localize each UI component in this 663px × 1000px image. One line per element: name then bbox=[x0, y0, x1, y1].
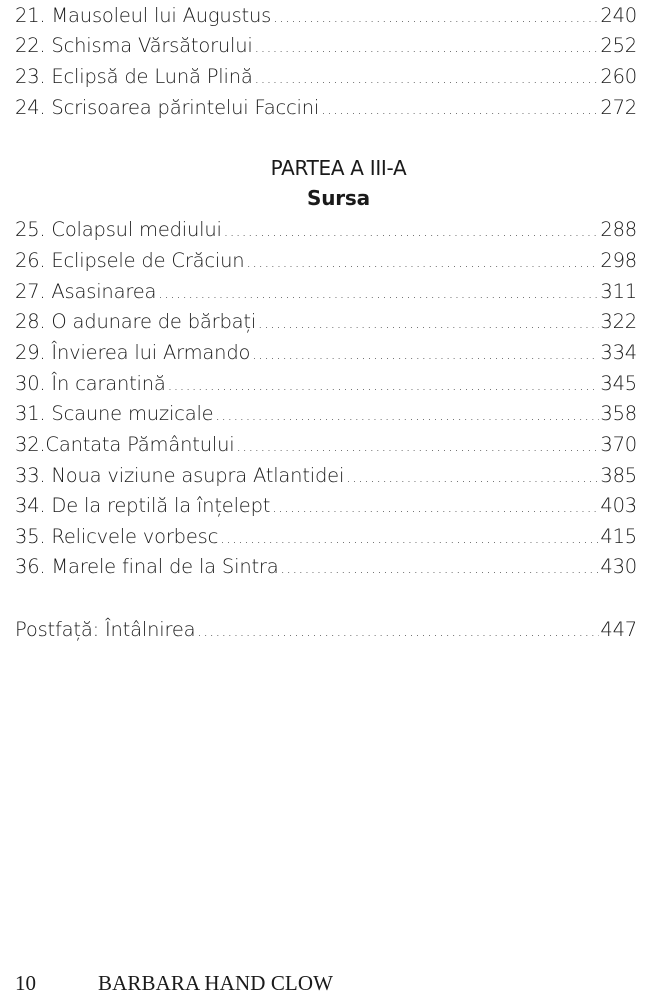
page-footer bbox=[0, 968, 663, 998]
toc-entry-page: 272 bbox=[600, 96, 637, 119]
toc-entry[interactable] bbox=[15, 308, 637, 336]
toc-entry[interactable] bbox=[15, 247, 637, 275]
part-subtitle: Sursa bbox=[307, 186, 370, 210]
toc-entry-page: 415 bbox=[600, 525, 637, 548]
dot-leader bbox=[255, 65, 600, 91]
toc-entry[interactable] bbox=[15, 32, 637, 60]
toc-entry[interactable] bbox=[15, 216, 637, 244]
page-number: 10 bbox=[15, 971, 36, 995]
dot-leader bbox=[258, 310, 599, 336]
toc-entry-page: 288 bbox=[600, 218, 637, 241]
dot-leader bbox=[215, 402, 599, 428]
toc-entry[interactable] bbox=[15, 278, 637, 306]
toc-entry[interactable] bbox=[15, 492, 637, 520]
toc-entry-title: 26. Eclipsele de Crăciun bbox=[15, 249, 245, 272]
part-heading: PARTEA A III-A bbox=[270, 156, 407, 180]
running-author: BARBARA HAND CLOW bbox=[98, 971, 334, 995]
toc-entry-page: 358 bbox=[600, 402, 637, 425]
dot-leader bbox=[281, 555, 600, 581]
toc-entry-page: 322 bbox=[600, 310, 637, 333]
toc-entry[interactable] bbox=[15, 400, 637, 428]
toc-entry-title: 35. Relicvele vorbesc bbox=[15, 525, 219, 548]
dot-leader bbox=[158, 280, 599, 306]
toc-entry[interactable] bbox=[15, 523, 637, 551]
dot-leader bbox=[321, 96, 599, 122]
toc-entry-title: 25. Colapsul mediului bbox=[15, 218, 222, 241]
dot-leader bbox=[255, 34, 600, 60]
toc-entry[interactable] bbox=[15, 2, 637, 30]
toc-entry-title: 36. Marele final de la Sintra bbox=[15, 555, 279, 578]
toc-entry-page: 252 bbox=[600, 34, 637, 57]
toc-entry-page: 298 bbox=[600, 249, 637, 272]
toc-entry-title: Postfață: Întâlnirea bbox=[15, 618, 196, 641]
toc-entry-page: 240 bbox=[600, 4, 637, 27]
toc-entry[interactable] bbox=[15, 94, 637, 122]
toc-entry-title: 23. Eclipsă de Lună Plină bbox=[15, 65, 253, 88]
toc-entry-page: 334 bbox=[600, 341, 637, 364]
toc-entry[interactable] bbox=[15, 370, 637, 398]
dot-leader bbox=[252, 341, 599, 367]
toc-entry-page: 345 bbox=[600, 372, 637, 395]
toc-entry-page: 370 bbox=[600, 433, 637, 456]
toc-entry-title: 32.Cantata Pământului bbox=[15, 433, 235, 456]
dot-leader bbox=[346, 464, 599, 490]
toc-entry-title: 27. Asasinarea bbox=[15, 280, 157, 303]
dot-leader bbox=[220, 525, 599, 551]
toc-entry-postface[interactable] bbox=[15, 616, 637, 644]
toc-entry-page: 430 bbox=[600, 555, 637, 578]
toc-entry[interactable] bbox=[15, 339, 637, 367]
toc-entry-title: 24. Scrisoarea părintelui Faccini bbox=[15, 96, 320, 119]
dot-leader bbox=[168, 372, 600, 398]
toc-entry-page: 403 bbox=[600, 494, 637, 517]
toc-entry-title: 28. O adunare de bărbați bbox=[15, 310, 257, 333]
toc-entry-title: 29. Învierea lui Armando bbox=[15, 341, 251, 364]
dot-leader bbox=[246, 249, 599, 275]
dot-leader bbox=[273, 4, 599, 30]
toc-entry-page: 385 bbox=[600, 464, 637, 487]
toc-entry-title: 33. Noua viziune asupra Atlantidei bbox=[15, 464, 345, 487]
dot-leader bbox=[272, 494, 599, 520]
toc-entry[interactable] bbox=[15, 63, 637, 91]
dot-leader bbox=[197, 618, 599, 644]
toc-entry-page: 311 bbox=[600, 280, 637, 303]
toc-entry-title: 34. De la reptilă la înțelept bbox=[15, 494, 271, 517]
toc-entry-page: 260 bbox=[600, 65, 637, 88]
dot-leader bbox=[236, 433, 599, 459]
toc-entry-page: 447 bbox=[600, 618, 637, 641]
toc-entry[interactable] bbox=[15, 553, 637, 581]
toc-entry-title: 21. Mausoleul lui Augustus bbox=[15, 4, 272, 27]
toc-entry[interactable] bbox=[15, 462, 637, 490]
toc-entry-title: 31. Scaune muzicale bbox=[15, 402, 214, 425]
toc-entry[interactable] bbox=[15, 431, 637, 459]
dot-leader bbox=[224, 218, 600, 244]
toc-entry-title: 30. În carantină bbox=[15, 372, 166, 395]
toc-entry-title: 22. Schisma Vărsătorului bbox=[15, 34, 253, 57]
